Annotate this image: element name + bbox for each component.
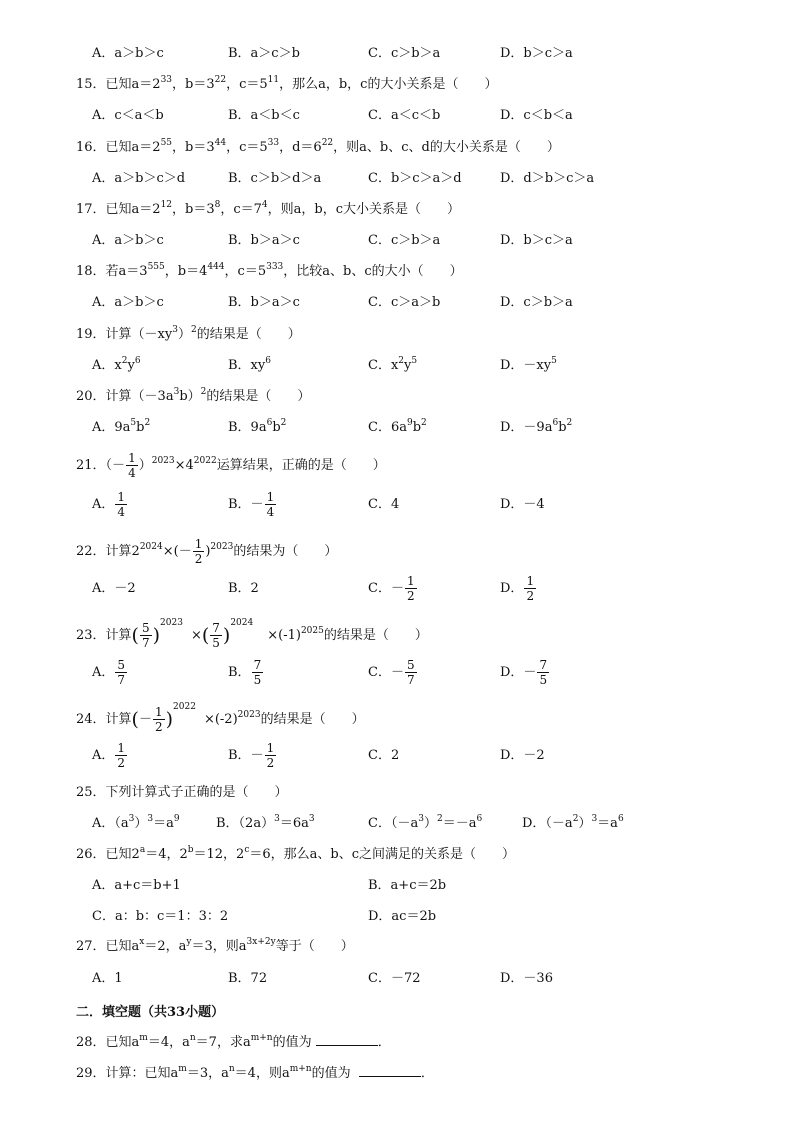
q26-option-c[interactable]: C．a：b：c＝1：3：2 (92, 909, 229, 924)
q21-fraction: $\frac{1}{4}$ (128, 451, 136, 480)
q15-option-c[interactable]: C．a＜c＜b (368, 108, 441, 123)
q24-option-b[interactable]: B．－ $\frac{1}{2}$ (228, 741, 275, 770)
q26-option-a[interactable]: A．a+c＝b+1 (92, 878, 181, 893)
q19-option-d[interactable]: D．$-xy^5$ (500, 356, 557, 373)
q23-stem: 23．计算( $\frac{5}{7}$ )$^{2023}$×( $\frac{7}{5}$ )$^{2024}\times(-1)^{2025}$的结果是（ ） (76, 618, 428, 650)
q24-fraction: $\frac{1}{2}$ (154, 705, 163, 734)
q24-option-d[interactable]: D．－2 (500, 748, 545, 763)
q24-stem: 24．计算(－ $\frac{1}{2}$ )$^{2022}\times(-2)^{2023}$的结果是（ ） (76, 702, 365, 734)
q17-option-c[interactable]: C．c＞b＞a (368, 233, 441, 248)
q26-stem: 26．已知$2^a=4$，$2^b=12$，$2^c=6$，那么a、b、c之间满足的关系是（ ） (76, 845, 516, 862)
q15-option-a[interactable]: A．c＜a＜b (92, 108, 164, 123)
q23-option-b[interactable]: B． $\frac{7}{5}$ (228, 658, 262, 687)
q17-option-a[interactable]: A．a＞b＞c (92, 233, 164, 248)
q25-stem: 25．下列计算式子正确的是（ ） (76, 785, 288, 800)
q18-stem: 18．若$a=3^{555}$，$b=4^{444}$，$c=5^{333}$，比较a、b、c的大小（ ） (76, 262, 463, 279)
q16-option-c[interactable]: C．b＞c＞a＞d (368, 171, 462, 186)
q16-option-d[interactable]: D．d＞b＞c＞a (500, 171, 595, 186)
q15-option-d[interactable]: D．c＜b＜a (500, 108, 573, 123)
q19-option-a[interactable]: A．$x^2y^6$ (92, 356, 141, 373)
q18-option-c[interactable]: C．c＞a＞b (368, 295, 441, 310)
q25-option-c[interactable]: C．$(-a^3)^2=-a^6$ (368, 814, 483, 831)
q18-option-b[interactable]: B．b＞a＞c (228, 295, 300, 310)
q19-stem: 19．计算$(-xy^3)^2$的结果是（ ） (76, 325, 301, 342)
q26-option-b[interactable]: B．a+c＝2b (368, 878, 447, 893)
q17-option-b[interactable]: B．b＞a＞c (228, 233, 300, 248)
q20-option-a[interactable]: A．$9a^5b^2$ (92, 418, 151, 435)
q20-stem: 20．计算$(-3a^3b)^2$的结果是（ ） (76, 387, 311, 404)
q23-fraction-2: $\frac{7}{5}$ (212, 621, 220, 650)
q27-stem: 27．已知$a^x=2$，$a^y=3$，则$a^{3x+2y}$等于（ ） (76, 937, 354, 954)
q29-stem: 29．计算：已知$a^m=3$，$a^n=4$，则$a^{m+n}$的值为 ． (76, 1064, 434, 1081)
q23-option-c[interactable]: C．－ $\frac{5}{7}$ (368, 658, 415, 687)
q29-answer-blank[interactable] (359, 1064, 421, 1077)
q24-option-c[interactable]: C．2 (368, 748, 400, 763)
q21-option-d[interactable]: D．－4 (500, 497, 545, 512)
q20-option-d[interactable]: D．$-9a^6b^2$ (500, 418, 573, 435)
q22-option-b[interactable]: B．2 (228, 581, 259, 596)
q21-option-a[interactable]: A． $\frac{1}{4}$ (92, 490, 126, 519)
q20-option-b[interactable]: B．$9a^6b^2$ (228, 418, 287, 435)
q23-fraction-1: $\frac{5}{7}$ (141, 621, 150, 650)
q16-option-a[interactable]: A．a＞b＞c＞d (92, 171, 186, 186)
q18-option-d[interactable]: D．c＞b＞a (500, 295, 573, 310)
q21-option-c[interactable]: C．4 (368, 497, 400, 512)
q17-stem: 17．已知$a=2^{12}$，$b=3^8$，$c=7^4$，则a，b，c大小关系是（ ） (76, 200, 461, 217)
q19-option-c[interactable]: C．$x^2y^5$ (368, 356, 418, 373)
q20-option-c[interactable]: C．$6a^9b^2$ (368, 418, 427, 435)
q25-option-d[interactable]: D．$(-a^2)^3=a^6$ (522, 814, 624, 831)
q25-option-b[interactable]: B．$(2a)^3=6a^3$ (216, 814, 315, 831)
q27-option-a[interactable]: A．1 (92, 971, 123, 986)
q27-option-b[interactable]: B．72 (228, 971, 268, 986)
q21-stem: 21．（－ $\frac{1}{4}$ ）$^{2023}\times 4^{2022}$运算结果，正确的是（ ） (76, 451, 386, 480)
section-heading-fill-blank: 二．填空题（共33小题） (76, 1005, 225, 1020)
q22-fraction: $\frac{1}{2}$ (194, 537, 203, 566)
q26-option-d[interactable]: D．ac＝2b (368, 909, 437, 924)
q27-option-d[interactable]: D．－36 (500, 971, 553, 986)
q14-option-d[interactable]: D．b＞c＞a (500, 46, 573, 61)
q17-option-d[interactable]: D．b＞c＞a (500, 233, 573, 248)
q22-stem: 22．计算$2^{2024}\times(-$ $\frac{1}{2}$ )$^{2023}$的结果为（ ） (76, 537, 338, 566)
q25-option-a[interactable]: A．$(a^3)^3=a^9$ (92, 814, 180, 831)
q15-stem: 15．已知$a=2^{33}$，$b=3^{22}$，$c=5^{11}$，那么a，b，c的大小关系是（ ） (76, 75, 498, 92)
q27-option-c[interactable]: C．－72 (368, 971, 421, 986)
q14-option-b[interactable]: B．a＞c＞b (228, 46, 300, 61)
q23-option-a[interactable]: A． $\frac{5}{7}$ (92, 658, 126, 687)
q16-stem: 16．已知$a=2^{55}$，$b=3^{44}$，$c=5^{33}$，$d=6^{22}$，则a、b、c、d的大小关系是（ ） (76, 138, 560, 155)
q14-option-c[interactable]: C．c＞b＞a (368, 46, 441, 61)
q24-option-a[interactable]: A． $\frac{1}{2}$ (92, 741, 126, 770)
q28-answer-blank[interactable] (316, 1033, 378, 1046)
q22-option-d[interactable]: D． $\frac{1}{2}$ (500, 574, 535, 603)
q19-option-b[interactable]: B．$xy^6$ (228, 356, 271, 373)
q14-option-a[interactable]: A．a＞b＞c (92, 46, 164, 61)
q18-option-a[interactable]: A．a＞b＞c (92, 295, 164, 310)
q28-stem: 28．已知$a^m=4$，$a^n=7$，求$a^{m+n}$的值为 ． (76, 1033, 391, 1050)
q22-option-a[interactable]: A．－2 (92, 581, 136, 596)
q21-option-b[interactable]: B．－ $\frac{1}{4}$ (228, 490, 275, 519)
q16-option-b[interactable]: B．c＞b＞d＞a (228, 171, 322, 186)
q15-option-b[interactable]: B．a＜b＜c (228, 108, 300, 123)
q23-option-d[interactable]: D．－ $\frac{7}{5}$ (500, 658, 548, 687)
q22-option-c[interactable]: C．－ $\frac{1}{2}$ (368, 574, 415, 603)
